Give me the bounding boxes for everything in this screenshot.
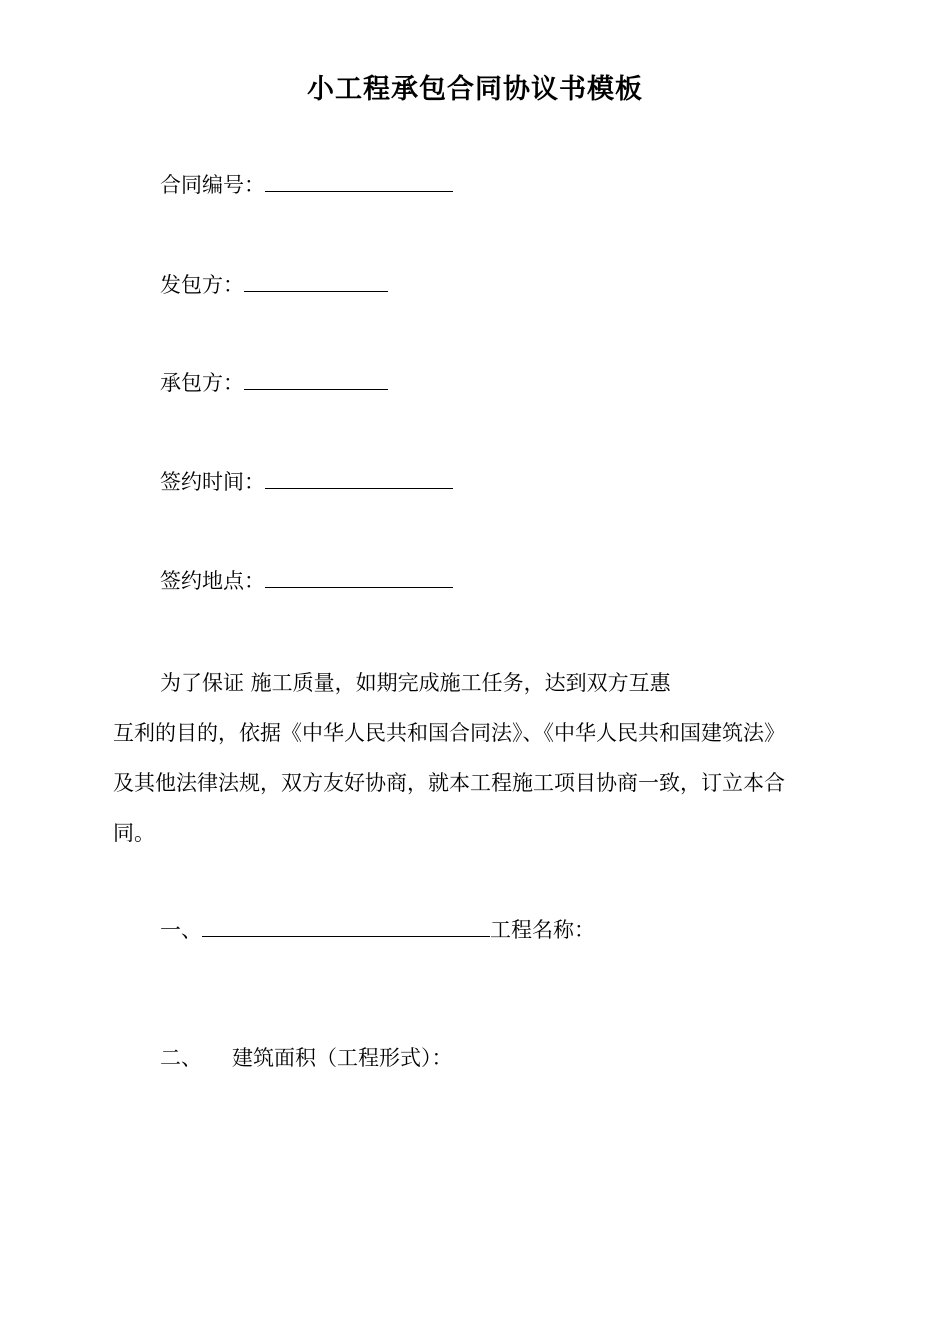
section-two-number: 二、 [160,1046,202,1070]
sign-place-label: 签约地点： [160,569,265,593]
preamble-line: 互利的目的，依据《中华人民共和国合同法》、《中华人民共和国建筑法》 [113,721,785,745]
sign-time-blank[interactable] [265,468,453,489]
sign-time-label: 签约时间： [160,470,265,494]
document-title: 小工程承包合同协议书模板 [307,74,643,105]
employer-label: 发包方： [160,273,244,297]
section-two-label: 建筑面积（工程形式）： [232,1046,453,1070]
contractor-label: 承包方： [160,371,244,395]
preamble-paragraph [113,658,853,858]
contractor-blank[interactable] [244,369,388,390]
contract-number-field [160,170,453,200]
contract-number-blank[interactable] [265,171,453,192]
project-name-blank[interactable] [202,916,490,937]
employer-blank[interactable] [244,271,388,292]
contractor-field [160,368,388,398]
employer-field [160,270,388,300]
sign-time-field [160,467,453,497]
preamble-line: 及其他法律法规，双方友好协商，就本工程施工项目协商一致，订立本合 [113,771,785,795]
section-two [160,1043,453,1073]
sign-place-field [160,566,453,596]
section-one-number: 一、 [160,918,202,942]
section-one [160,915,595,945]
contract-number-label: 合同编号： [160,173,265,197]
preamble-line: 同。 [113,821,155,845]
sign-place-blank[interactable] [265,567,453,588]
preamble-line: 为了保证 施工质量，如期完成施工任务，达到双方互惠 [160,671,671,695]
section-one-label: 工程名称： [490,918,595,942]
